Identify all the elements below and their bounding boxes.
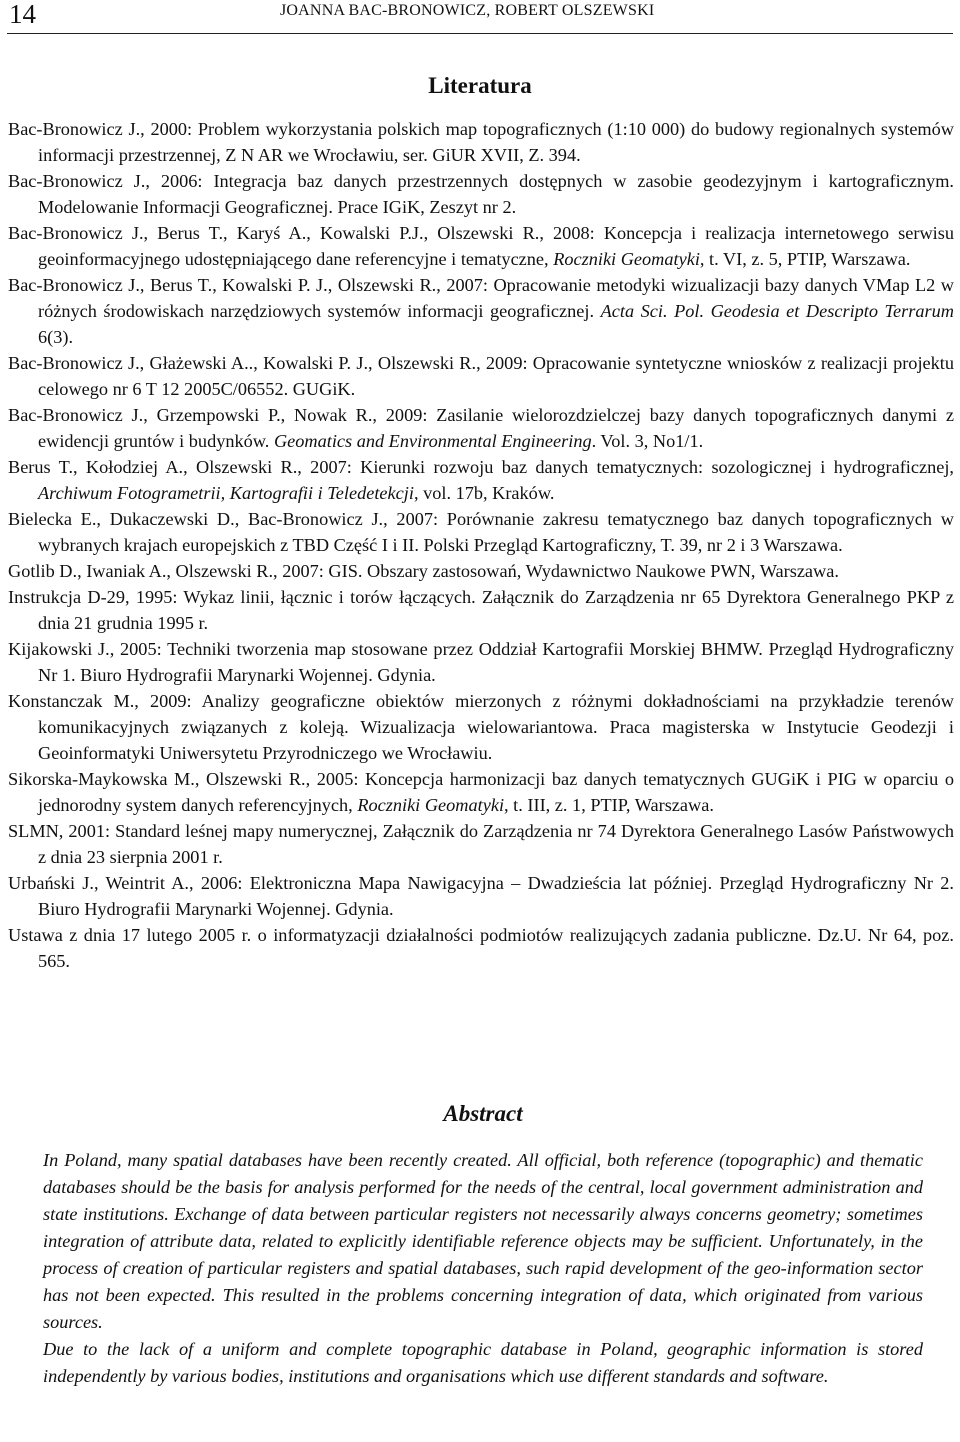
references-heading: Literatura — [428, 73, 532, 98]
reference-text: Urbański J., Weintrit A., 2006: Elektroniczna Mapa Nawigacyjna – Dwadzieścia lat później. Przegląd Hydrograficzny Nr 2. Biuro Hydrografii Marynarki Wojennej. Gdynia. — [8, 873, 954, 919]
reference-entry — [8, 168, 954, 220]
reference-text: Gotlib D., Iwaniak A., Olszewski R., 2007: GIS. Obszary zastosowań, Wydawnictwo Naukowe PWN, Warszawa. — [8, 561, 839, 581]
reference-entry — [8, 766, 954, 818]
running-head: JOANNA BAC-BRONOWICZ, ROBERT OLSZEWSKI — [280, 2, 655, 19]
reference-text: Sikorska-Maykowska M., Olszewski R., 2005: Koncepcja harmonizacji baz danych tematycznych GUGiK i PIG w oparciu o jednorodny system danych referencyjnych, — [8, 769, 954, 815]
reference-text: , vol. 17b, Kraków. — [413, 483, 555, 503]
page-header — [0, 0, 960, 34]
reference-text: Bac-Bronowicz J., 2000: Problem wykorzystania polskich map topograficznych (1:10 000) do budowy regionalnych systemów informacji przestrzennej, Z N AR we Wrocławiu, ser. GiUR XVII, Z. 394. — [8, 119, 954, 165]
reference-entry — [8, 350, 954, 402]
reference-entry — [8, 454, 954, 506]
reference-text: Bac-Bronowicz J., Głażewski A.., Kowalski P. J., Olszewski R., 2009: Opracowanie syntetyczne wniosków z realizacji projektu celowego nr 6 T 12 2005C/06552. GUGiK. — [8, 353, 954, 399]
header-rule — [7, 33, 953, 34]
abstract-paragraph: In Poland, many spatial databases have been recently created. All official, both reference (topographic) and thematic databases should be the basis for analysis performed for the needs of the central, local government administration and state institutions. Exchange of data between particular registers not necessarily always concerns geometry; sometimes integration of attribute data, related to explicitly identifiable reference objects may be sufficient. Unfortunately, in the process of creation of particular registers and spatial databases, such rapid development of the geo-information sector has not been expected. This resulted in the problems concerning integration of data, which originated from various sources. — [43, 1150, 923, 1332]
reference-entry — [8, 558, 954, 584]
reference-text: 6(3). — [38, 327, 74, 347]
reference-entry — [8, 688, 954, 766]
abstract-paragraph: Due to the lack of a uniform and complete topographic database in Poland, geographic information is stored independently by various bodies, institutions and organisations which use different standards and software. — [43, 1339, 923, 1386]
reference-entry — [8, 506, 954, 558]
reference-entry — [8, 272, 954, 350]
reference-text: Bac-Bronowicz J., Grzempowski P., Nowak R., 2009: Zasilanie wielorozdzielczej bazy danych topograficznych danymi z ewidencji gruntów i budynków. — [8, 405, 954, 451]
reference-entry — [8, 870, 954, 922]
page-number: 14 — [9, 0, 36, 29]
reference-text: Bac-Bronowicz J., 2006: Integracja baz danych przestrzennych dostępnych w zasobie geodezyjnym i kartograficznym. Modelowanie Informacji Geograficznej. Prace IGiK, Zeszyt nr 2. — [8, 171, 954, 217]
abstract-heading: Abstract — [443, 1101, 523, 1126]
reference-text: Instrukcja D-29, 1995: Wykaz linii, łącznic i torów łączących. Załącznik do Zarządzenia nr 65 Dyrektora Generalnego PKP z dnia 21 grudnia 1995 r. — [8, 587, 954, 633]
reference-list — [8, 116, 954, 974]
reference-source-title: Roczniki Geomatyki — [553, 249, 700, 269]
reference-entry — [8, 636, 954, 688]
reference-text: . Vol. 3, No1/1. — [591, 431, 704, 451]
reference-text: Bac-Bronowicz J., Berus T., Karyś A., Kowalski P.J., Olszewski R., 2008: Koncepcja i realizacja internetowego serwisu geoinformacyjnego udostępniającego dane referencyjne i tematyczne, — [8, 223, 954, 269]
reference-source-title: Acta Sci. Pol. Geodesia et Descripto Terrarum — [600, 301, 954, 321]
reference-entry — [8, 818, 954, 870]
abstract-body — [43, 1147, 923, 1390]
reference-text: Bac-Bronowicz J., Berus T., Kowalski P. J., Olszewski R., 2007: Opracowanie metodyki wizualizacji bazy danych VMap L2 w różnych środowiskach narzędziowych systemów informacji geograficznej. — [8, 275, 954, 321]
reference-entry — [8, 116, 954, 168]
reference-source-title: Archiwum Fotogrametrii, Kartografii i Teledetekcji — [38, 483, 414, 503]
reference-entry — [8, 922, 954, 974]
reference-entry — [8, 402, 954, 454]
reference-text: Bielecka E., Dukaczewski D., Bac-Bronowicz J., 2007: Porównanie zakresu tematycznego baz danych topograficznych w wybranych krajach europejskich z TBD Część I i II. Polski Przegląd Kartograficzny, T. 39, nr 2 i 3 Warszawa. — [8, 509, 954, 555]
reference-text: Berus T., Kołodziej A., Olszewski R., 2007: Kierunki rozwoju baz danych tematycznych: sozologicznej i hydrograficznej, — [8, 457, 954, 477]
reference-text: , t. VI, z. 5, PTIP, Warszawa. — [699, 249, 911, 269]
reference-text: , t. III, z. 1, PTIP, Warszawa. — [504, 795, 714, 815]
reference-text: Ustawa z dnia 17 lutego 2005 r. o informatyzacji działalności podmiotów realizujących zadania publiczne. Dz.U. Nr 64, poz. 565. — [8, 925, 954, 971]
reference-source-title: Roczniki Geomatyki — [357, 795, 505, 815]
reference-entry — [8, 220, 954, 272]
reference-source-title: Geomatics and Environmental Engineering — [273, 431, 592, 451]
reference-text: Konstanczak M., 2009: Analizy geograficzne obiektów mierzonych z różnymi dokładnościami na przykładzie terenów komunikacyjnych związanych z koleją. Wizualizacja wielowariantowa. Praca magisterska w Instytucie Geodezji i Geoinformatyki Uniwersytetu Przyrodniczego we Wrocławiu. — [8, 691, 954, 763]
reference-text: SLMN, 2001: Standard leśnej mapy numerycznej, Załącznik do Zarządzenia nr 74 Dyrektora Generalnego Lasów Państwowych z dnia 23 sierpnia 2001 r. — [8, 821, 954, 867]
reference-text: Kijakowski J., 2005: Techniki tworzenia map stosowane przez Oddział Kartografii Morskiej BHMW. Przegląd Hydrograficzny Nr 1. Biuro Hydrografii Marynarki Wojennej. Gdynia. — [8, 639, 954, 685]
reference-entry — [8, 584, 954, 636]
